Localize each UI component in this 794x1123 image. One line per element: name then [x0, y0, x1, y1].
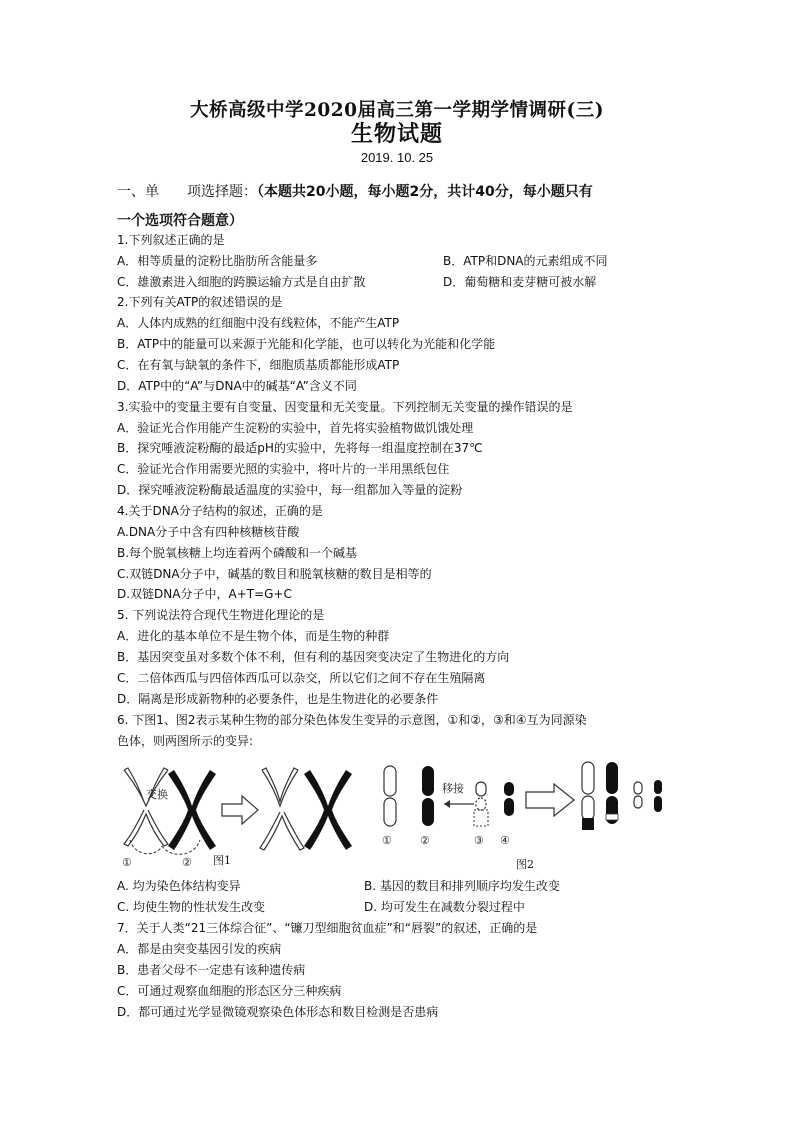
chromosome-4 [504, 782, 514, 816]
option-c: C．可通过观察血细胞的形态区分三种疾病 [117, 984, 342, 998]
option-c: C. 均使生物的性状发生改变 [117, 900, 266, 914]
chromosome-pair-before [124, 768, 216, 854]
result-chromosome-1 [582, 762, 594, 830]
option-c: C．二倍体西瓜与四倍体西瓜可以杂交，所以它们之间不存在生殖隔离 [117, 671, 486, 685]
option-a: A．都是由突变基因引发的疾病 [117, 942, 282, 956]
result-chromosome-4 [654, 780, 662, 812]
option-d: D．葡萄糖和麦芽糖可被水解 [443, 275, 597, 289]
mark-2: ② [182, 856, 192, 869]
option-a: A．相等质量的淀粉比脂肪所含能量多 [117, 254, 318, 268]
option-d: D.双链DNA分子中，A+T=G+C [117, 587, 292, 601]
subject-title: 生物试题 [350, 121, 443, 147]
figure-2-caption: 图2 [516, 858, 534, 871]
exam-date: 2019. 10. 25 [360, 150, 434, 165]
option-a: A.DNA分子中含有四种核糖核苷酸 [117, 525, 300, 539]
mark-1: ① [382, 834, 392, 847]
result-chromosome-2 [606, 762, 618, 824]
option-d: D．探究唾液淀粉酶最适温度的实验中，每一组都加入等量的淀粉 [117, 483, 463, 497]
option-d: D. 均可发生在减数分裂过程中 [364, 900, 525, 914]
chromosome-1 [384, 766, 396, 826]
option-b: B．探究唾液淀粉酶的最适pH的实验中，先将每一组温度控制在37℃ [117, 441, 483, 455]
option-a: A．验证光合作用能产生淀粉的实验中，首先将实验植物做饥饿处理 [117, 421, 474, 435]
section-heading [117, 181, 593, 201]
chromosome-3 [474, 782, 488, 826]
question-stem: 1.下列叙述正确的是 [117, 233, 225, 247]
option-b: B. 基因的数目和排列顺序均发生改变 [364, 879, 560, 893]
mark-4: ④ [500, 834, 510, 847]
option-c: C．在有氧与缺氧的条件下，细胞质基质都能形成ATP [117, 358, 400, 372]
translocate-label: 移接 [442, 782, 464, 795]
option-a: A．人体内成熟的红细胞中没有线粒体，不能产生ATP [117, 316, 400, 330]
figure-2-translocation-diagram [378, 760, 678, 850]
option-c: C．验证光合作用需要光照的实验中，将叶片的一半用黑纸包住 [117, 462, 450, 476]
question-stem: 3.实验中的变量主要有自变量、因变量和无关变量。下列控制无关变量的操作错误的是 [117, 400, 573, 414]
chromosome-2 [422, 766, 434, 826]
chromosome-pair-after [260, 768, 352, 850]
right-arrow-icon [222, 796, 258, 824]
left-arrow-icon [444, 800, 450, 808]
right-arrow-icon [526, 784, 574, 816]
exam-title: 大桥高级中学2020届高三第一学期学情调研(三) [190, 100, 604, 121]
mark-1: ① [122, 856, 132, 869]
option-d: D．ATP中的“A”与DNA中的碱基“A”含义不同 [117, 379, 357, 393]
question-stem: 4.关于DNA分子结构的叙述，正确的是 [117, 504, 323, 518]
question-stem-cont: 色体，则两图所示的变异: [117, 734, 254, 748]
question-stem: 7．关于人类“21三体综合征”、“镰刀型细胞贫血症”和“唇裂”的叙述，正确的是 [117, 921, 538, 935]
option-a: A．进化的基本单位不是生物个体，而是生物的种群 [117, 629, 390, 643]
question-stem: 6. 下图1、图2表示某种生物的部分染色体发生变异的示意图，①和②，③和④互为同源染 [117, 713, 587, 727]
option-b: B.每个脱氧核糖上均连着两个磷酸和一个碱基 [117, 546, 358, 560]
question-stem: 2.下列有关ATP的叙述错误的是 [117, 295, 283, 309]
option-b: B．ATP中的能量可以来源于光能和化学能，也可以转化为光能和化学能 [117, 337, 496, 351]
question-stem: 5. 下列说法符合现代生物进化理论的是 [117, 608, 325, 622]
option-c: C.双链DNA分子中，碱基的数目和脱氧核糖的数目是相等的 [117, 567, 432, 581]
section-desc-cont: 一个选项符合题意） [117, 213, 243, 229]
option-b: B．患者父母不一定患有该种遗传病 [117, 963, 306, 977]
option-a: A. 均为染色体结构变异 [117, 879, 241, 893]
section-heading-cont [117, 210, 243, 230]
option-d: D．都可通过光学显微镜观察染色体形态和数目检测是否患病 [117, 1005, 439, 1019]
section-prefix: 一、单 项选择题： [117, 184, 257, 200]
mark-2: ② [420, 834, 430, 847]
result-chromosome-3 [634, 782, 642, 808]
option-b: B．基因突变虽对多数个体不利，但有利的基因突变决定了生物进化的方向 [117, 650, 510, 664]
option-b: B．ATP和DNA的元素组成不同 [443, 254, 608, 268]
section-desc: （本题共20小题，每小题2分，共计40分，每小题只有 [257, 184, 593, 200]
figure-1-crossover-diagram [112, 760, 362, 870]
mark-3: ③ [474, 834, 484, 847]
option-c: C．雄激素进入细胞的跨膜运输方式是自由扩散 [117, 275, 366, 289]
exchange-label: 交换 [146, 788, 168, 801]
option-d: D．隔离是形成新物种的必要条件，也是生物进化的必要条件 [117, 692, 439, 706]
figure-1-caption: 图1 [213, 854, 231, 867]
